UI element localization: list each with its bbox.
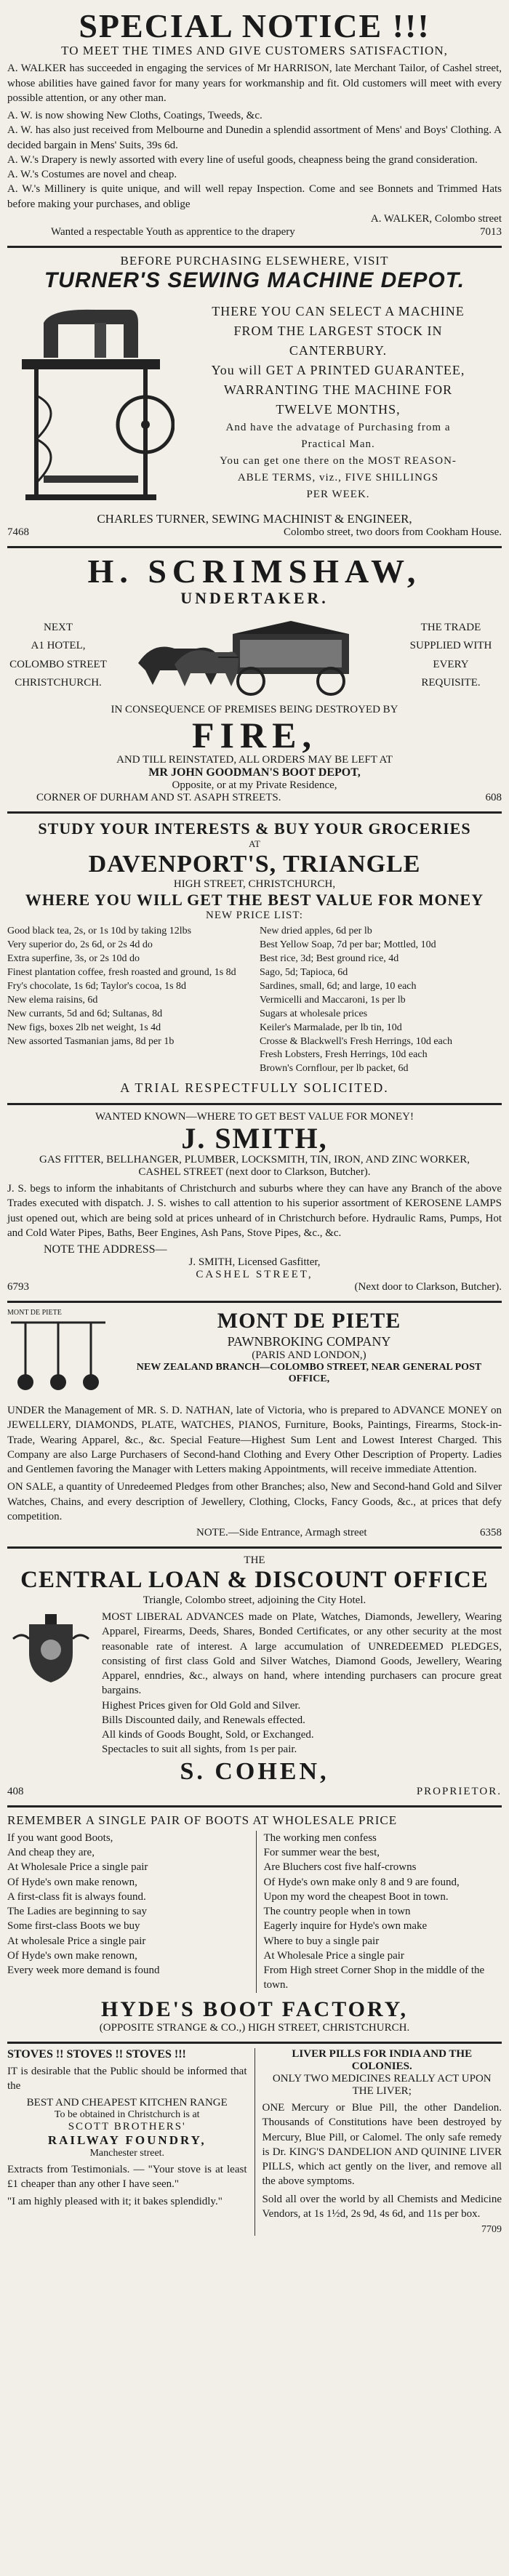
line-p2: AND TILL REINSTATED, ALL ORDERS MAY BE LEFT AT [116, 754, 393, 766]
line-0: A. W. is now showing New Cloths, Coatings, Tweeds, &c. [7, 110, 262, 122]
trial-line: A TRIAL RESPECTFULLY SOLICITED. [120, 1080, 389, 1096]
sold-line: Sold all over the world by all Chemists and Medicine Vendors, at 1s 1½d, 2s 9d, 4s 6d, and 11s per box. [262, 2193, 502, 2220]
ad-title: LIVER PILLS FOR INDIA AND THE COLONIES. [292, 2048, 473, 2073]
quote: "I am highly pleased with it; it bakes splendidly." [7, 2196, 223, 2208]
ad-body: IT is desirable that the Public should be informed that the [7, 2066, 247, 2093]
poem-right [256, 1831, 502, 1993]
price-item: Sardines, small, 6d; and large, 10 each [260, 981, 417, 992]
at-text: AT [249, 838, 260, 850]
ad-title: DAVENPORT'S, TRIANGLE [88, 851, 421, 878]
ad-pretitle: REMEMBER A SINGLE PAIR OF BOOTS AT WHOLESALE PRICE [7, 1813, 398, 1827]
only-line: ONLY TWO MEDICINES REALLY ACT UPON THE LIVER; [272, 2073, 492, 2098]
line-2: All kinds of Goods Bought, Sold, or Exchanged. [102, 1729, 314, 1741]
left-1: A1 HOTEL, [31, 640, 86, 652]
extracts: Extracts from Testimonials. — "Your stove is at least £1 cheaper than any other I have seen." [7, 2163, 247, 2190]
ad-central-loan [7, 1549, 502, 1807]
ad-subtitle: UNDERTAKER. [180, 588, 329, 607]
poem-line: Upon my word the cheapest Boot in town. [263, 1890, 449, 1903]
poem-line: Every week more demand is found [7, 1965, 160, 1977]
poem-line: At Wholesale Price a single pair [263, 1949, 404, 1962]
poem-line: Of Hyde's own make renown, [7, 1876, 137, 1888]
signature: J. SMITH, Licensed Gasfitter, [188, 1256, 321, 1269]
poem-line: Where to buy a single pair [263, 1935, 380, 1947]
line-9: ABLE TERMS, viz., FIVE SHILLINGS [237, 472, 439, 484]
poem-line: Eagerly inquire for Hyde's own make [263, 1920, 428, 1933]
line-8: You can get one there on the MOST REASON- [220, 455, 457, 468]
proprietor-name: S. COHEN, [180, 1757, 329, 1785]
line-0: THERE YOU CAN SELECT A MACHINE [212, 304, 465, 319]
line-3: You will GET A PRINTED GUARANTEE, [211, 363, 465, 378]
price-list-left [7, 925, 249, 1076]
slogan: WHERE YOU WILL GET THE BEST VALUE FOR MONEY [25, 891, 484, 910]
right-3: REQUISITE. [421, 677, 481, 689]
ad-body: UNDER the Management of MR. S. D. NATHAN, late of Victoria, who is prepared to ADVANCE MONEY on JEWELLERY, DIAMONDS, PLATE, WATCHES, PIANOS, Furniture, Books, Paintings, Firearms, Stock-in-Trade, Wearing Apparel, &c., &c. Special Feature—Highest Sum Lent and Lowest Interest Charged. This Company are also Large Purchasers of Second-hand Clothing and Every Other Description of Property. Ladies and Gentlemen favoring the Manager with Letters making Appointments, will receive immediate Attention. [7, 1405, 502, 1476]
poem-line: From High street Corner Shop in the middle of the town. [263, 1965, 485, 1991]
scott-line: SCOTT BROTHERS' [68, 2120, 186, 2132]
poem-line: Of Hyde's own make renown, [7, 1949, 137, 1962]
line-p5: CORNER OF DURHAM AND ST. ASAPH STREETS. [36, 792, 281, 804]
street: CASHEL STREET, [196, 1269, 313, 1281]
pawn-balls-icon [7, 1317, 109, 1397]
line-1: Bills Discounted daily, and Renewals effected. [102, 1714, 305, 1726]
poem-line: If you want good Boots, [7, 1831, 113, 1844]
ad-subtitle: TO MEET THE TIMES AND GIVE CUSTOMERS SATISFACTION, [61, 44, 448, 58]
price-item: New elema raisins, 6d [7, 994, 98, 1006]
ad-title: SPECIAL NOTICE !!! [79, 7, 430, 44]
price-item: Fry's chocolate, 1s 6d; Taylor's cocoa, 1s 8d [7, 981, 187, 992]
address: (OPPOSITE STRANGE & CO.,) HIGH STREET, CHRISTCHURCH. [99, 2022, 410, 2034]
ad-body: ONE Mercury or Blue Pill, the other Dandelion. Thousands of Constitutions have been destroyed by Mercury, Blue Pill, or Calomel. The only safe remedy is Dr. KING'S DANDELION AND QUININE LIVER PILLS, which act gently on the liver, and remove all the above symptoms. [262, 2102, 502, 2188]
ad-scrimshaw [7, 548, 502, 814]
logo-label: MONT DE PIETE [7, 1309, 62, 1317]
ad-code: 7468 [7, 526, 29, 538]
fire-title: FIRE, [192, 714, 317, 755]
address: Colombo street, two doors from Cookham House. [284, 526, 502, 538]
ad-body: A. WALKER has succeeded in engaging the services of Mr HARRISON, late Merchant Tailor, of Cashel street, whose abilities have gained favor for many years for workmanship and fit. Old customers will meet with every possible attention, or any other man. [7, 63, 502, 104]
price-item: Good black tea, 2s, or 1s 10d by taking 12lbs [7, 926, 192, 937]
ad-body: J. S. begs to inform the inhabitants of Christchurch and suburbs where they can have any Branch of the above Trades executed with dispatch. J. S. wishes to call attention to his superior assortment of KEROSENE LAMPS just opened out, which are being sold at prices unheard of in Christchurch before. Hydraulic Rams, Pumps, Hot and Cold Water Pipes, Baths, Beer Engines, Ash Pans, Stove Pipes, &c., &c. [7, 1183, 502, 1239]
ad-title: TURNER'S SEWING MACHINE DEPOT. [44, 268, 465, 293]
ad-smith [7, 1105, 502, 1303]
right-2: EVERY [433, 658, 469, 670]
line-6: And have the advatage of Purchasing from a [225, 422, 451, 434]
note-line: NOTE THE ADDRESS— [44, 1243, 167, 1256]
ad-subtitle: PAWNBROKING COMPANY [227, 1333, 391, 1349]
ad-pretitle: WANTED KNOWN—WHERE TO GET BEST VALUE FOR MONEY! [95, 1111, 414, 1123]
poem-left [7, 1831, 246, 1993]
proprietor-label: PROPRIETOR. [416, 1785, 502, 1797]
price-item: Brown's Cornflour, per lb packet, 6d [260, 1063, 409, 1075]
poem-line: At wholesale Price a single pair [7, 1935, 146, 1947]
ad-title: H. SCRIMSHAW, [87, 552, 422, 590]
price-item: Sugars at wholesale prices [260, 1008, 368, 1019]
newspaper-page [7, 0, 502, 2239]
line-2: CANTERBURY. [289, 343, 388, 358]
ad-stoves [7, 2048, 247, 2236]
ad-code: 6793 [7, 1281, 29, 1293]
paren-line: (PARIS AND LONDON,) [252, 1349, 366, 1361]
price-list-heading: NEW PRICE LIST: [206, 910, 303, 922]
line-p3: MR JOHN GOODMAN'S BOOT DEPOT, [148, 766, 361, 779]
poem-line: And cheap they are, [7, 1847, 95, 1859]
address: HIGH STREET, CHRISTCHURCH, [173, 878, 336, 891]
poem-line: For summer wear the best, [263, 1847, 380, 1859]
ad-turner [7, 248, 502, 548]
price-list-right [260, 925, 502, 1076]
ad-pretitle: STUDY YOUR INTERESTS & BUY YOUR GROCERIES [38, 819, 471, 838]
ad-code: 408 [7, 1785, 24, 1797]
poem-line: The Ladies are beginning to say [7, 1906, 148, 1918]
address: Triangle, Colombo street, adjoining the City Hotel. [143, 1594, 366, 1607]
ad-hyde [7, 1807, 502, 2044]
price-item: New dried apples, 6d per lb [260, 926, 372, 937]
foundry-line: RAILWAY FOUNDRY, [47, 2132, 207, 2147]
ad-liver-pills [254, 2048, 502, 2236]
price-item: New assorted Tasmanian jams, 8d per 1b [7, 1035, 175, 1047]
poem-line: Of Hyde's own make only 8 and 9 are found, [263, 1876, 460, 1888]
wanted-text: Wanted a respectable Youth as apprentice to the drapery [51, 226, 295, 238]
ad-title: HYDE'S BOOT FACTORY, [100, 1997, 409, 2021]
line-p1: IN CONSEQUENCE OF PREMISES BEING DESTROYED BY [111, 703, 398, 715]
line-4: A. W.'s Millinery is quite unique, and will well repay Inspection. Come and see Bonnets and Trimmed Hats before making your purchases, and oblige [7, 183, 502, 210]
price-item: New figs, boxes 2lb net weight, 1s 4d [7, 1022, 161, 1033]
left-0: NEXT [44, 621, 73, 633]
poem-line: Some first-class Boots we buy [7, 1920, 140, 1933]
poem-line: A first-class fit is always found. [7, 1890, 146, 1903]
line-0: Highest Prices given for Old Gold and Silver. [102, 1699, 301, 1712]
left-2: COLOMBO STREET [9, 658, 107, 670]
line-10: PER WEEK. [306, 489, 370, 501]
line-4: WARRANTING THE MACHINE FOR [223, 382, 453, 398]
best-line: BEST AND CHEAPEST KITCHEN RANGE [26, 2096, 228, 2108]
ad-title: STOVES !! STOVES !! STOVES !!! [7, 2048, 186, 2061]
note-line: NOTE.—Side Entrance, Armagh street [196, 1527, 367, 1539]
price-item: Best rice, 3d; Best ground rice, 4d [260, 953, 399, 965]
line-3: Spectacles to suit all sights, from 1s per pair. [102, 1744, 297, 1756]
next-door: (Next door to Clarkson, Butcher). [354, 1281, 502, 1293]
poem-line: The working men confess [263, 1831, 377, 1844]
poem-line: Are Bluchers cost five half-crowns [263, 1861, 417, 1874]
price-item: Vermicelli and Maccaroni, 1s per lb [260, 994, 406, 1006]
right-0: THE TRADE [420, 621, 481, 633]
price-item: Sago, 5d; Tapioca, 6d [260, 967, 348, 979]
line-p4: Opposite, or at my Private Residence, [172, 779, 337, 792]
address: CASHEL STREET (next door to Clarkson, Butcher). [138, 1166, 371, 1179]
hearse-icon [109, 612, 400, 699]
trades: GAS FITTER, BELLHANGER, PLUMBER, LOCKSMITH, TIN, IRON, AND ZINC WORKER, [39, 1154, 470, 1166]
line-1: A. W. has also just received from Melbourne and Dunedin a splendid assortment of Mens' and Boys' Clothing. A decided bargain in Mens' Suits, 39s 6d. [7, 124, 502, 151]
line-2: A. W.'s Drapery is newly assorted with every line of useful goods, cheapness being the grand consideration. [7, 153, 478, 166]
signature: A. WALKER, Colombo street [370, 212, 502, 225]
ad-body: MOST LIBERAL ADVANCES made on Plate, Watches, Diamonds, Jewellery, Wearing Apparel, Firearms, Deeds, Shares, Bonded Certificates, or any other security at the most reasonable rate of interest. A large accumulation of UNREDEEMED PLEDGES, consisting of first class Gold and Silver Watches, Diamond Goods, Jewellery, Wearing Apparel, enndries, &c., always on hand, where intending purchasers can procure great bargains. [102, 1611, 502, 1697]
signature: CHARLES TURNER, SEWING MACHINIST & ENGINEER, [97, 511, 412, 526]
poem-line: At Wholesale Price a single pair [7, 1861, 148, 1874]
line-3: A. W.'s Costumes are novel and cheap. [7, 169, 177, 181]
price-item: Keiler's Marmalade, per lb tin, 10d [260, 1022, 402, 1033]
ad-code: 7013 [480, 226, 502, 238]
price-item: Finest plantation coffee, fresh roasted and ground, 1s 8d [7, 967, 236, 979]
price-item: Extra superfine, 3s, or 2s 10d do [7, 953, 140, 965]
the-text: THE [244, 1554, 265, 1567]
ad-davenport [7, 814, 502, 1105]
poem-line: The country people when in town [263, 1906, 411, 1918]
ad-title: MONT DE PIETE [217, 1309, 401, 1333]
ad-mont-de-piete [7, 1303, 502, 1549]
right-1: SUPPLIED WITH [409, 640, 492, 652]
bottom-columns [7, 2044, 502, 2236]
sale-body: ON SALE, a quantity of Unredeemed Pledges from other Branches; also, New and Second-hand Gold and Silver Watches, Chains, and every description of Jewellery, Clothing, Clocks, Fancy Goods, &c., at prices that defy competition. [7, 1481, 502, 1522]
ad-code: 6358 [480, 1527, 502, 1539]
ad-title: CENTRAL LOAN & DISCOUNT OFFICE [20, 1567, 489, 1594]
ad-title: J. SMITH, [181, 1122, 328, 1155]
sewing-machine-icon [7, 294, 175, 512]
price-item: Very superior do, 2s 6d, or 2s 4d do [7, 939, 153, 951]
price-item: Crosse & Blackwell's Fresh Herrings, 10d each [260, 1035, 452, 1047]
left-3: CHRISTCHURCH. [15, 677, 102, 689]
crest-icon [7, 1610, 95, 1690]
price-item: Fresh Lobsters, Fresh Herrings, 10d each [260, 1049, 428, 1061]
price-item: New currants, 5d and 6d; Sultanas, 8d [7, 1008, 163, 1019]
ad-code: 7709 [481, 2224, 502, 2236]
line-1: FROM THE LARGEST STOCK IN [233, 324, 443, 339]
ad-pretitle: BEFORE PURCHASING ELSEWHERE, VISIT [120, 254, 389, 268]
ad-code: 608 [485, 792, 502, 804]
obtain-line: To be obtained in Christchurch is at [54, 2108, 200, 2120]
ad-walker [7, 3, 502, 248]
price-item: Best Yellow Soap, 7d per bar; Mottled, 10d [260, 939, 436, 951]
line-5: TWELVE MONTHS, [276, 402, 401, 417]
street-line: Manchester street. [89, 2147, 165, 2159]
branch-line: NEW ZEALAND BRANCH—COLOMBO STREET, NEAR GENERAL POST OFFICE, [136, 1361, 482, 1384]
line-7: Practical Man. [301, 438, 375, 451]
